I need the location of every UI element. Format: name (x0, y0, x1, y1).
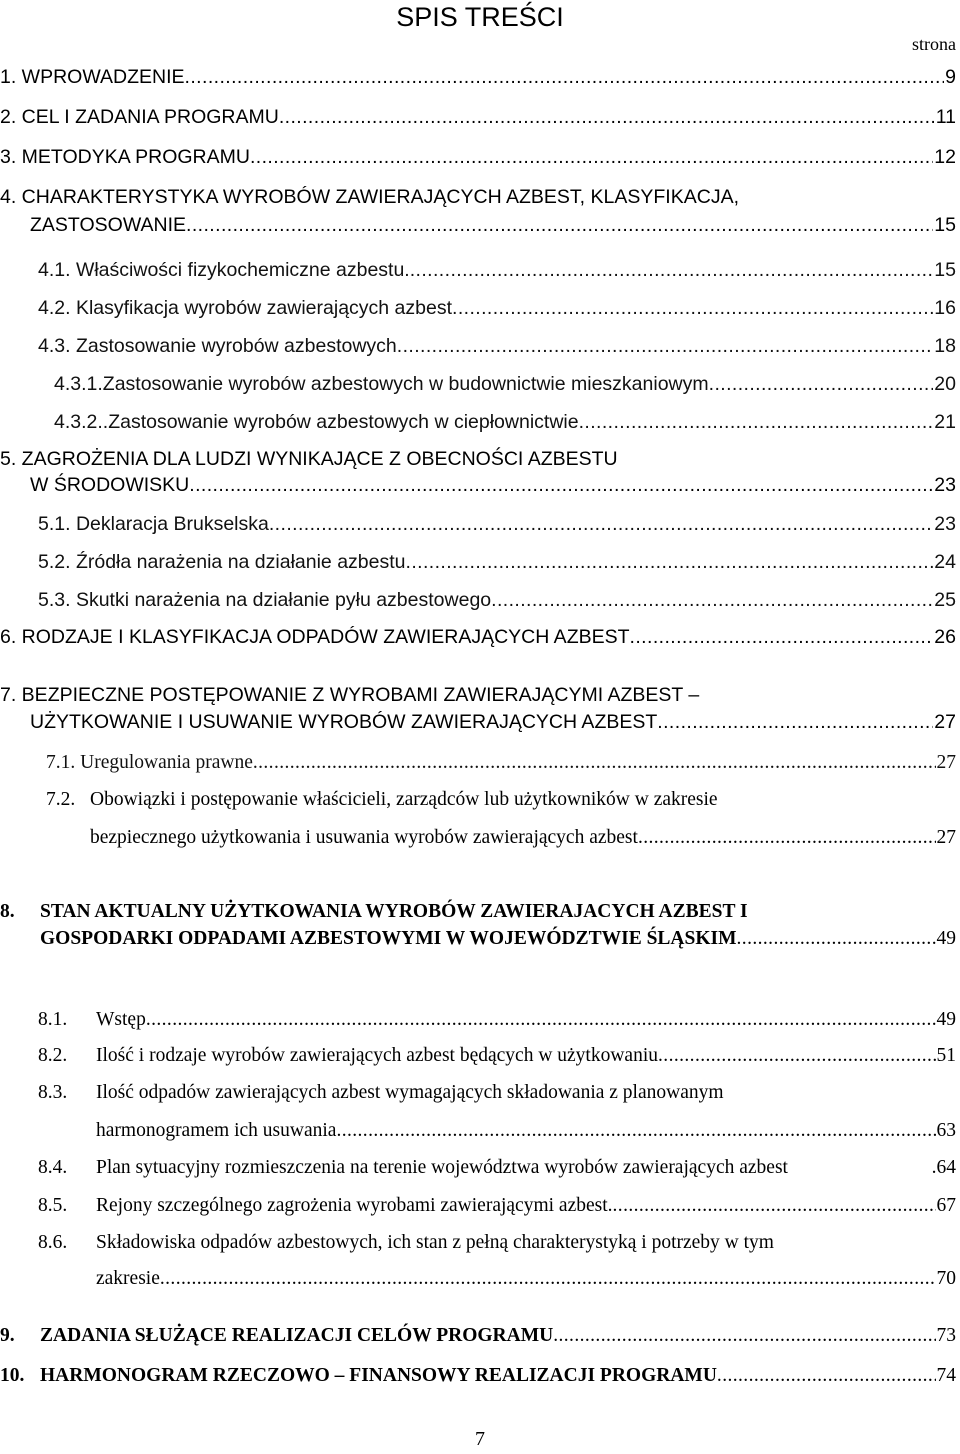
toc-entry-7-line1[interactable]: 7. BEZPIECZNE POSTĘPOWANIE Z WYROBAMI ZAWIERAJĄCYMI AZBEST – (0, 684, 700, 706)
toc-entry-text: Plan sytuacyjny rozmieszczenia na terenie województwa wyrobów zawierających azbest (96, 1157, 788, 1178)
toc-page-number: 51 (936, 1045, 956, 1066)
page-column-label: strona (912, 34, 956, 54)
toc-page-number: 15 (934, 259, 956, 281)
toc-entry-8-3-line1[interactable]: Ilość odpadów zawierających azbest wymagających składowania z planowanym (96, 1082, 724, 1103)
toc-entry-text: 5.3. Skutki narażenia na działanie pyłu azbestowego (38, 589, 492, 611)
toc-entry-text: Wstęp (96, 1009, 146, 1030)
toc-page-number: 73 (936, 1325, 956, 1346)
toc-entry-5-1[interactable] (38, 513, 956, 536)
toc-entry-text: 4.3.2..Zastosowanie wyrobów azbestowych w ciepłownictwie (54, 411, 579, 433)
toc-entry-4-1[interactable] (38, 259, 956, 282)
toc-entry-7-2[interactable] (90, 827, 956, 849)
toc-entry-text: 4.3. Zastosowanie wyrobów azbestowych (38, 335, 397, 357)
toc-entry-9[interactable] (40, 1325, 956, 1347)
toc-entry-4-line1[interactable]: 4. CHARAKTERYSTYKA WYROBÓW ZAWIERAJĄCYCH AZBEST, KLASYFIKACJA, (0, 186, 739, 208)
toc-page-number: 27 (936, 752, 956, 773)
toc-entry-number: 8.3. (38, 1082, 68, 1103)
toc-entry-number: 10. (0, 1365, 25, 1386)
toc-entry-text: UŻYTKOWANIE I USUWANIE WYROBÓW ZAWIERAJĄCYCH AZBEST (30, 711, 658, 733)
toc-entry-number: 8.5. (38, 1195, 68, 1216)
toc-page-number: 27 (934, 711, 956, 733)
toc-entry-number: 8.4. (38, 1157, 68, 1178)
toc-entry-number: 7.2. (46, 789, 76, 810)
toc-entry-8-2[interactable] (96, 1045, 956, 1067)
toc-page-number: 11 (935, 106, 956, 128)
toc-entry-text: 7.1. Uregulowania prawne (46, 752, 253, 773)
toc-entry-3[interactable] (0, 146, 956, 169)
toc-entry-text: 4.3.1.Zastosowanie wyrobów azbestowych w budownictwie mieszkaniowym (54, 373, 709, 395)
toc-entry-text: 6. RODZAJE I KLASYFIKACJA ODPADÓW ZAWIERAJĄCYCH AZBEST (0, 626, 630, 648)
toc-entry-number: 9. (0, 1325, 15, 1346)
toc-entry-1[interactable] (0, 66, 956, 89)
toc-entry-8-line1[interactable]: STAN AKTUALNY UŻYTKOWANIA WYROBÓW ZAWIERAJACYCH AZBEST I (40, 901, 748, 922)
toc-page-number: 15 (934, 214, 956, 236)
toc-page-number: 27 (936, 827, 956, 848)
toc-entry-4[interactable] (30, 214, 956, 237)
toc-entry-10[interactable] (40, 1365, 956, 1387)
toc-entry-8-6-line1[interactable]: Składowiska odpadów azbestowych, ich stan z pełną charakterystyką i potrzeby w tym (96, 1232, 774, 1253)
toc-entry-text: Rejony szczególnego zagrożenia wyrobami zawierającymi azbest. (96, 1195, 613, 1216)
toc-page-number: 16 (934, 297, 956, 319)
toc-entry-5[interactable] (30, 474, 956, 497)
toc-page-number: 23 (934, 513, 956, 535)
toc-page-number: 12 (934, 146, 956, 168)
toc-entry-4-3-1[interactable] (54, 373, 956, 396)
toc-page-number: 21 (934, 411, 956, 433)
toc-entry-text: 2. CEL I ZADANIA PROGRAMU (0, 106, 279, 128)
toc-entry-number: 8.6. (38, 1232, 68, 1253)
toc-page-number: 74 (936, 1365, 956, 1386)
toc-entry-5-2[interactable] (38, 551, 956, 574)
toc-page-number: 63 (936, 1120, 956, 1141)
toc-entry-8-1[interactable] (96, 1009, 956, 1031)
toc-entry-number: 8.1. (38, 1009, 68, 1030)
toc-entry-text: zakresie (96, 1268, 160, 1289)
toc-entry-text: 4.1. Właściwości fizykochemiczne azbestu. (38, 259, 410, 281)
toc-entry-text: HARMONOGRAM RZECZOWO – FINANSOWY REALIZACJI PROGRAMU (40, 1365, 717, 1386)
toc-entry-5-3[interactable] (38, 589, 956, 612)
toc-entry-text: GOSPODARKI ODPADAMI AZBESTOWYMI W WOJEWÓDZTWIE ŚLĄSKIM (40, 928, 737, 949)
toc-entry-text: 1. WPROWADZENIE (0, 66, 185, 88)
toc-entry-8-6[interactable] (96, 1268, 956, 1290)
toc-entry-text: 3. METODYKA PROGRAMU (0, 146, 250, 168)
toc-entry-4-3[interactable] (38, 335, 956, 358)
toc-entry-5-line1[interactable]: 5. ZAGROŻENIA DLA LUDZI WYNIKAJĄCE Z OBECNOŚCI AZBESTU (0, 448, 618, 470)
toc-entry-7-1[interactable] (46, 752, 956, 774)
toc-page-number: 24 (934, 551, 956, 573)
page-title: SPIS TREŚCI (396, 2, 564, 32)
toc-page-number: 23 (934, 474, 956, 496)
toc-page-number: 26 (934, 626, 956, 648)
page-number: 7 (475, 1428, 485, 1450)
toc-entry-2[interactable] (0, 106, 956, 129)
toc-entry-6[interactable] (0, 626, 956, 649)
toc-entry-number: 8.2. (38, 1045, 68, 1066)
toc-entry-text: ZADANIA SŁUŻĄCE REALIZACJI CELÓW PROGRAMU (40, 1325, 554, 1346)
toc-entry-text: W ŚRODOWISKU (30, 474, 190, 496)
toc-entry-text: 4.2. Klasyfikacja wyrobów zawierających azbest (38, 297, 453, 319)
toc-page-number: .64 (931, 1157, 956, 1178)
toc-entry-text: ZASTOSOWANIE (30, 214, 187, 236)
toc-entry-text: Ilość i rodzaje wyrobów zawierających azbest będących w użytkowaniu (96, 1045, 659, 1066)
toc-page-number: 67 (936, 1195, 956, 1216)
toc-entry-text: 5.1. Deklaracja Brukselska (38, 513, 269, 535)
toc-page-number: 20 (934, 373, 956, 395)
toc-page-number: 70 (936, 1268, 956, 1289)
toc-entry-number: 8. (0, 901, 15, 922)
toc-page-number: 25 (934, 589, 956, 611)
toc-entry-text: 5.2. Źródła narażenia na działanie azbestu (38, 551, 406, 573)
toc-entry-8-3[interactable] (96, 1120, 956, 1142)
toc-entry-7[interactable] (30, 711, 956, 734)
toc-page-number: 9 (945, 66, 956, 88)
toc-page-number: 49 (936, 1009, 956, 1030)
toc-entry-8-5[interactable] (96, 1195, 956, 1217)
toc-entry-8-4[interactable] (96, 1157, 956, 1179)
toc-page-number: 18 (934, 335, 956, 357)
toc-page-number: 49 (936, 928, 956, 949)
toc-entry-text: bezpiecznego użytkowania i usuwania wyrobów zawierających azbest (90, 827, 638, 848)
toc-entry-8[interactable] (40, 928, 956, 950)
toc-entry-text: harmonogramem ich usuwania (96, 1120, 337, 1141)
toc-entry-4-2[interactable] (38, 297, 956, 320)
toc-entry-7-2-line1[interactable]: Obowiązki i postępowanie właścicieli, zarządców lub użytkowników w zakresie (90, 789, 718, 810)
toc-entry-4-3-2[interactable] (54, 411, 956, 434)
